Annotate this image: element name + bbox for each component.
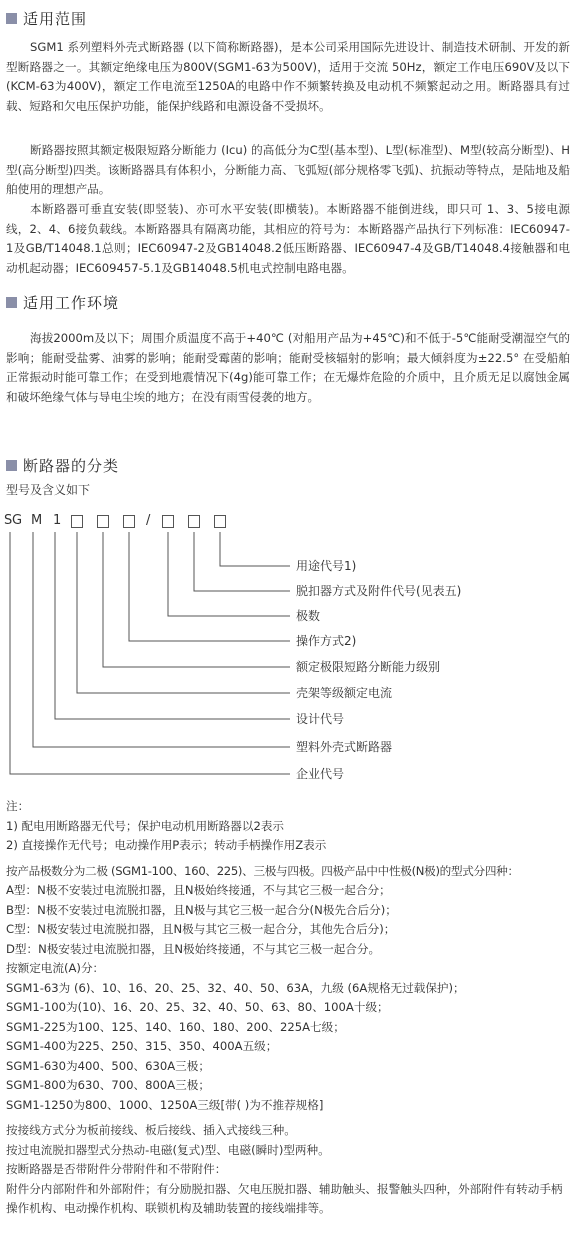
code-char-m: M <box>31 513 43 528</box>
label-mccb: 塑料外壳式断路器 <box>296 740 393 754</box>
note-line: 按额定电流(A)分： <box>6 961 105 975</box>
note-line: 按产品极数分为二极 (SGM1-100、160、225)、三极与四极。四极产品中中性极(N极)的型式分四种： <box>6 863 519 878</box>
note-line: SGM1-630为400、500、630A三极； <box>6 1058 210 1073</box>
heading-text: 断路器的分类 <box>23 456 120 475</box>
label-breaking-capacity: 额定极限短路分断能力级别 <box>296 660 441 674</box>
code-char-s: S <box>4 513 13 528</box>
note-line: A型：N极不安装过电流脱扣器，且N极始终接通，不与其它三极一起合分； <box>6 883 391 897</box>
code-char-1: 1 <box>53 513 62 528</box>
note-line: 按过电流脱扣器型式分热动-电磁(复式)型、电磁(瞬时)型两种。 <box>6 1142 330 1157</box>
label-release-code: 脱扣器方式及附件代号(见表五) <box>296 584 462 598</box>
note-line: 2) 直接操作无代号；电动操作用P表示；转动手柄操作用Z表示 <box>6 838 327 852</box>
notes-block <box>6 797 572 1219</box>
note-line: SGM1-63为 (6)、10、16、20、25、32、40、50、63A，九级 (6A规格无过载保护)； <box>6 980 465 995</box>
scope-paragraph-3: 本断路器可垂直安装(即竖装)、亦可水平安装(即横装)。本断路器不能倒进线，即只可 1、3、5接电源线，2、4、6接负载线。本断路器具有隔离功能，其相应的符号为：本断路器产品执行下列标准：IEC60947-1及GB/T14048.1总则；IEC60947-2及GB14048.2低压断路器、IEC60947-4及GB/T14048.4接触器和电动机起动器；IEC609457-5.1及GB14048.5机电式控制电路电器。 <box>6 202 570 275</box>
note-line: B型：N极不安装过电流脱扣器，且N极与其它三极一起合分(N极先合后分)； <box>6 902 397 917</box>
note-line: D型：N极安装过电流脱扣器，且N极始终接通，不与其它三极一起合分。 <box>6 941 381 956</box>
label-usage-code: 用途代号1) <box>296 559 357 573</box>
note-line: SGM1-800为630、700、800A三极； <box>6 1078 210 1092</box>
label-design-code: 设计代号 <box>296 712 345 726</box>
note-line: C型：N极安装过电流脱扣器，且N极与其它三极一起合分，其他先合后分)； <box>6 922 396 936</box>
label-enterprise-code: 企业代号 <box>296 767 345 781</box>
code-char-g: G <box>12 513 23 528</box>
note-line: SGM1-1250为800、1000、1250A三级[带( )为不推荐规格] <box>6 1097 324 1112</box>
note-line: SGM1-225为100、125、140、160、180、200、225A七级； <box>6 1019 345 1034</box>
note-line: 按断路器是否带附件分带附件和不带附件： <box>6 1162 227 1176</box>
note-line: 注： <box>6 799 30 813</box>
note-line: 1) 配电用断路器无代号；保护电动机用断路器以2表示 <box>6 818 285 833</box>
note-line-wrap: 附件分内部附件和外部附件；有分励脱扣器、欠电压脱扣器、辅助触头、报警触头四种，外部附件有转动手柄操作机构、电动操作机构、联锁机构及辅助装置的接线端排等。 <box>6 1181 563 1215</box>
environment-paragraph: 海拔2000m及以下；周围介质温度不高于+40℃ (对船用产品为+45℃)和不低于-5℃能耐受潮湿空气的影响；能耐受盐雾、油雾的影响；能耐受霉菌的影响；能耐受核辐射的影响；最大倾斜度为±22.5° 在受船舶正常振动时能可靠工作；在受到地震情况下(4g)能可靠工作；在无爆炸危险的介质中，且介质无足以腐蚀金属和破坏绝缘气体与导电尘埃的地方；在没有雨雪侵袭的地方。 <box>6 331 570 404</box>
code-char-slash: / <box>146 513 151 528</box>
note-line: SGM1-100为(10)、16、20、25、32、40、50、63、80、100A十级； <box>6 1000 389 1014</box>
note-line: 按接线方式分为板前接线、板后接线、插入式接线三种。 <box>6 1123 296 1137</box>
label-frame-current: 壳架等级额定电流 <box>296 686 393 700</box>
scope-paragraph-1: SGM1 系列塑料外壳式断路器 (以下简称断路器)，是本公司采用国际先进设计、制造技术研制、开发的新型断路器之一。其额定绝缘电压为800V(SGM1-63为500V)，适用于交流 50Hz，额定工作电压690V及以下(KCM-63为400V)，额定工作电流至1250A的电路中作不频繁转换及电动机不频繁起动之用。断路器具有过载、短路和欠电压保护功能，能保护线路和电源设备不受损坏。 <box>6 40 570 113</box>
model-subtitle: 型号及含义如下 <box>6 483 91 497</box>
heading-text: 适用范围 <box>23 9 88 28</box>
heading-text: 适用工作环境 <box>23 293 120 312</box>
label-poles: 极数 <box>296 609 321 623</box>
label-operation: 操作方式2) <box>296 634 357 648</box>
note-line: SGM1-400为225、250、315、350、400A五级； <box>6 1039 278 1053</box>
scope-paragraph-2: 断路器按照其额定极限短路分断能力 (Icu) 的高低分为C型(基本型)、L型(标准型)、M型(较高分断型)、H型(高分断型)四类。该断路器具有体积小，分断能力高、飞弧短(部分规格零飞弧)、抗振动等特点，是陆地及船舶使用的理想产品。 <box>6 143 570 196</box>
